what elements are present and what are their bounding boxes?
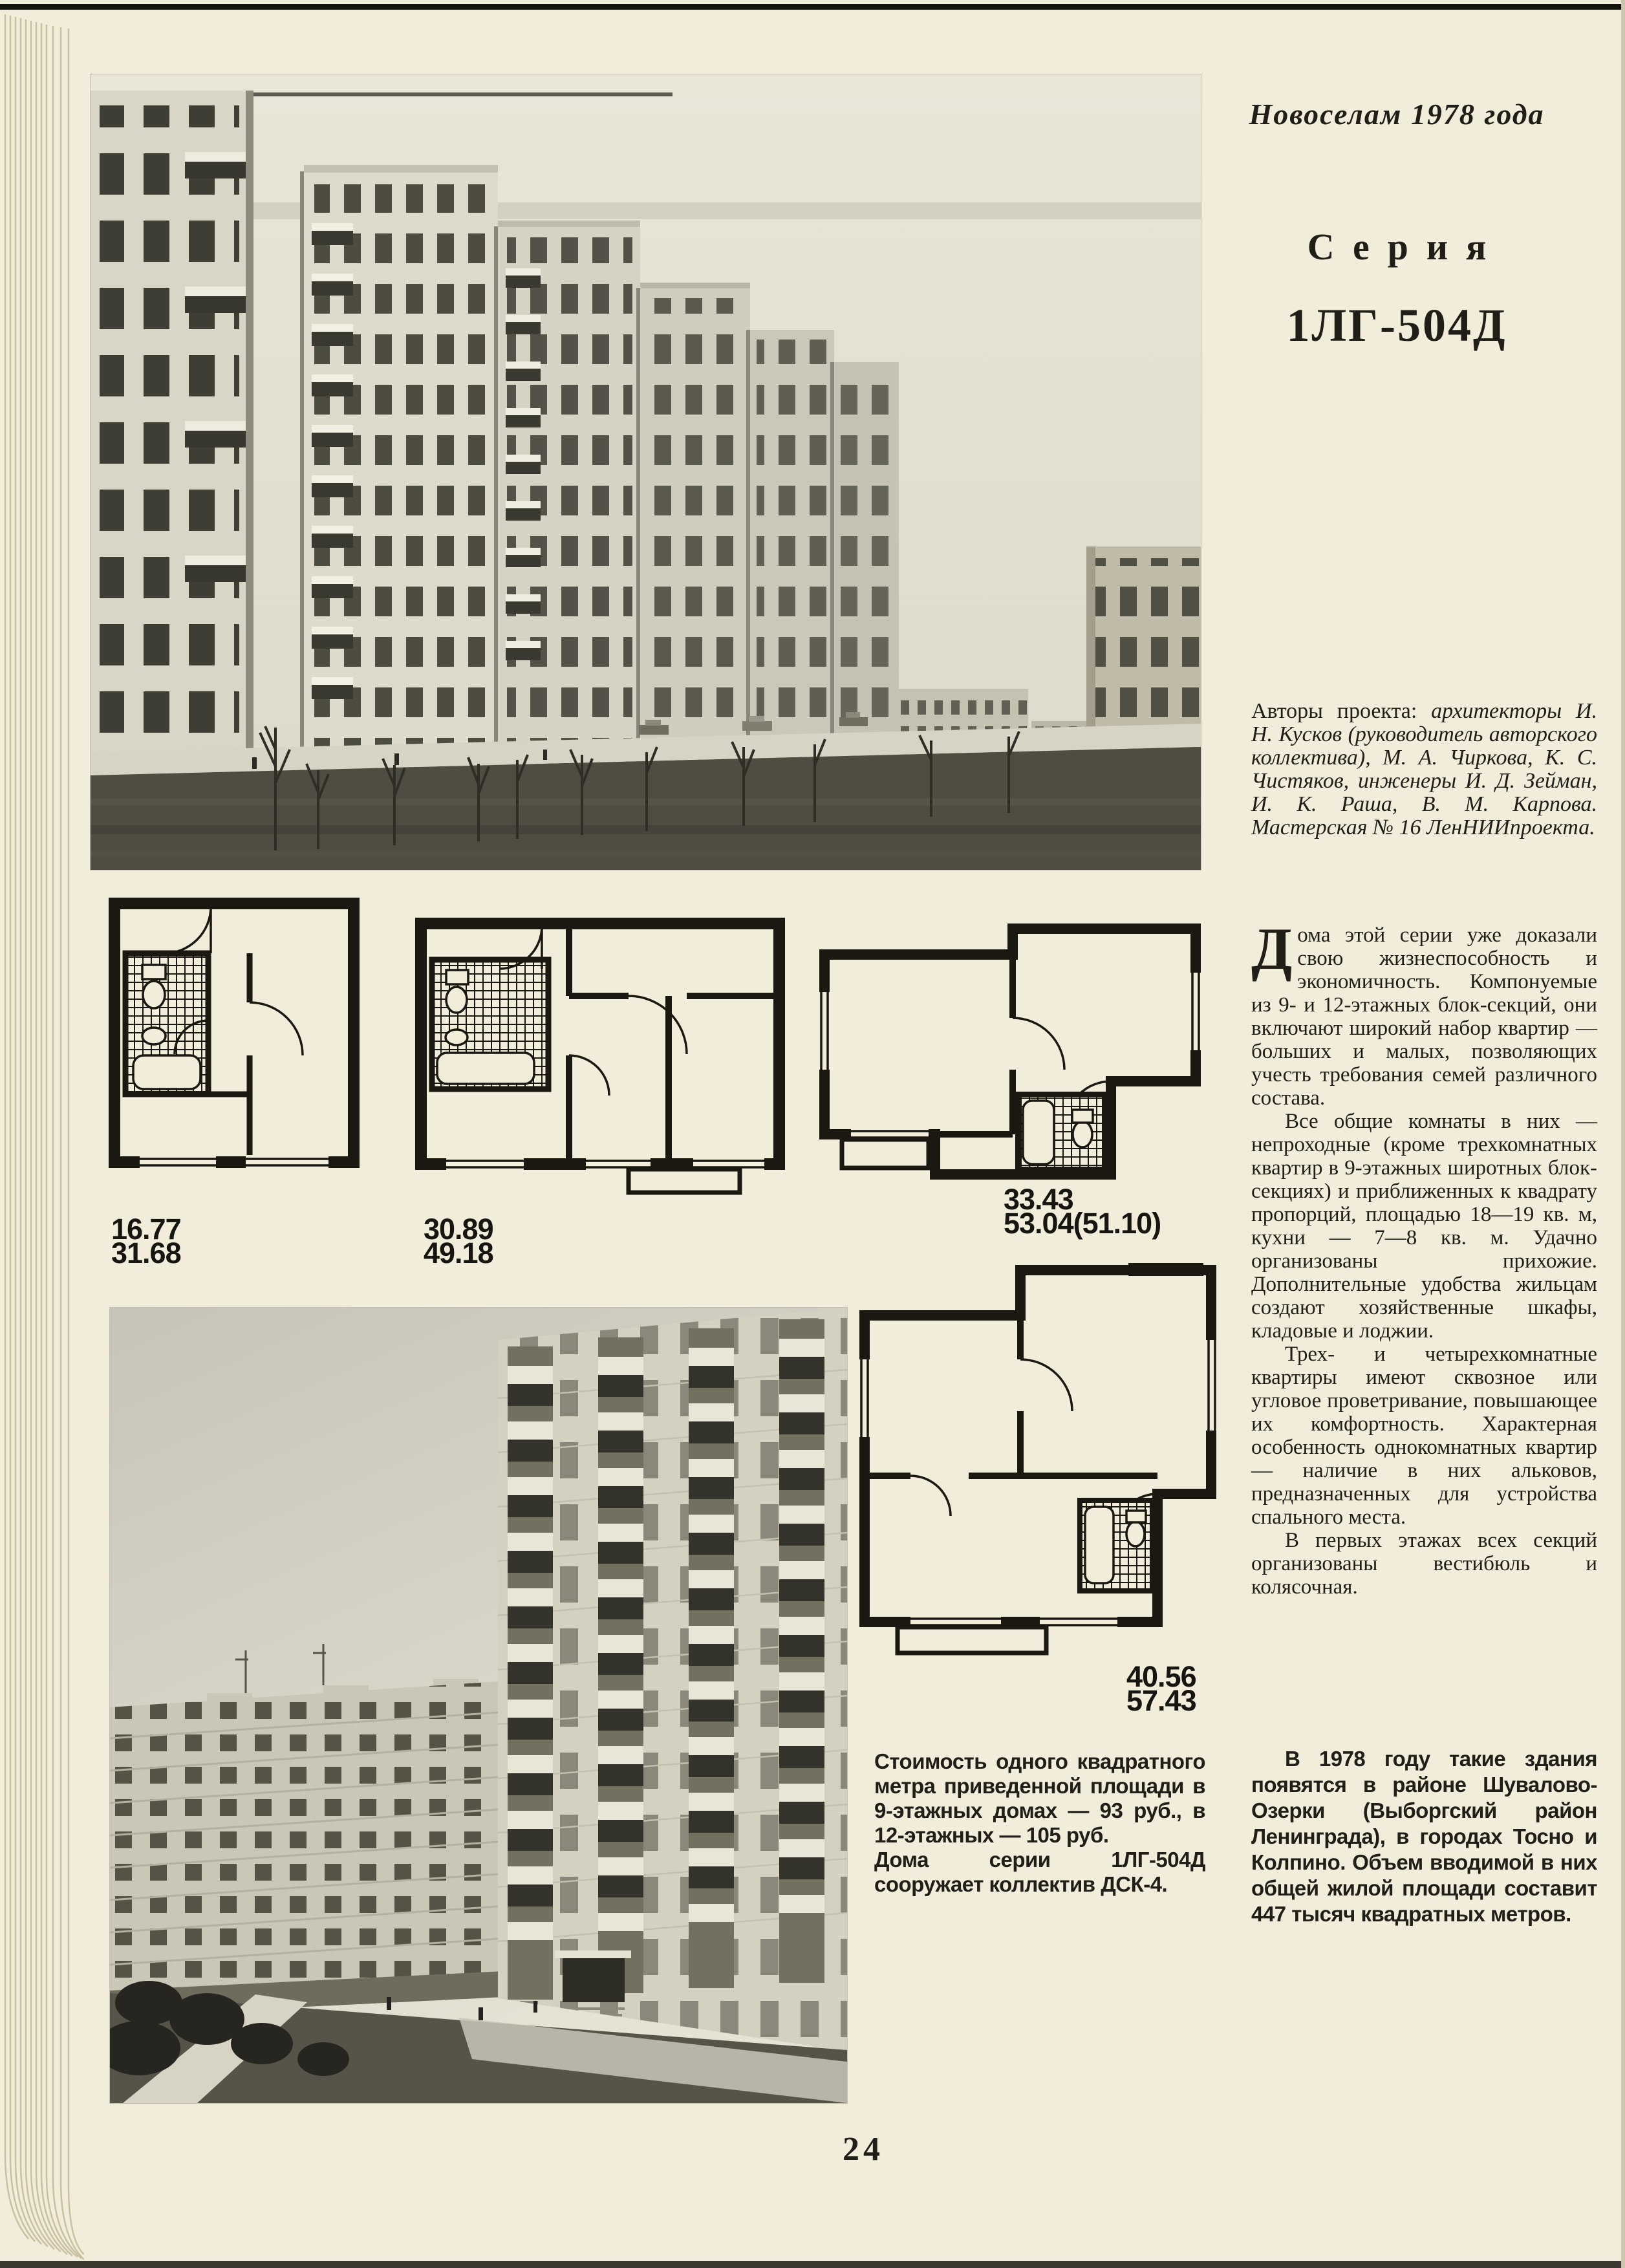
scan-right-edge	[1621, 0, 1625, 2268]
living-area: 33.43	[1004, 1183, 1073, 1216]
article-body	[1251, 916, 1597, 1599]
photo-courtyard-view-buildings	[110, 1308, 847, 2103]
plan-areas-3-room	[1126, 1660, 1196, 1717]
authors-lead: Авторы проекта:	[1251, 699, 1417, 723]
floor-plan-2-room-offset	[819, 921, 1201, 1181]
living-area: 16.77	[111, 1213, 181, 1246]
living-area: 30.89	[424, 1213, 493, 1246]
plan-areas-2-room	[424, 1213, 493, 1269]
scan-top-edge	[0, 4, 1625, 10]
paragraph-1978-plans: В 1978 году такие здания появятся в районе Шувалово-Озерки (Выборгский район Ленинграда), в городах Тосно и Колпино. Объем вводимой в них общей жилой площади составит 447 тысяч квадратных метров.	[1251, 1747, 1597, 1926]
total-area: 49.18	[424, 1237, 493, 1269]
paragraph-4: В первых этажах всех секций организованы вестибюль и колясочная.	[1251, 1529, 1597, 1599]
living-area: 40.56	[1126, 1660, 1196, 1693]
foreground-left-building	[91, 91, 253, 812]
builder-paragraph: Дома серии 1ЛГ-504Д сооружает коллектив ДСК-4.	[874, 1848, 1205, 1896]
cost-note	[874, 1749, 1205, 1897]
cost-paragraph: Стоимость одного квадратного метра приведенной площади в 9-этажных домах — 93 руб., в 12-этажных — 105 руб.	[874, 1749, 1205, 1847]
plan-areas-2-room-offset	[1004, 1183, 1161, 1240]
total-area: 57.43	[1126, 1684, 1196, 1717]
paragraph-3: Трех- и четырехкомнатные квартиры имеют сквозное или угловое проветривание, повышающее их комфортность. Характерная особенность однокомнатных квартир — наличие в них альковов, предназначенных для устройства спального места.	[1251, 1343, 1597, 1529]
photo-street-view-12-storey-buildings	[91, 74, 1201, 870]
paragraph-2: Все общие комнаты в них — непроходные (кроме трехкомнатных квартир в 9-этажных широтных блок-секциях) и приближенных к квадрату пропорций, площадью 18—19 кв. м, кухни — 7—8 кв. м. Удачно организованы прихожие. Дополнительные удобства жильцам создают хозяйственные шкафы, кладовые и лоджии.	[1251, 1110, 1597, 1343]
page-number: 24	[843, 2131, 884, 2168]
floor-plan-1-room	[109, 898, 360, 1168]
book-page-stack	[0, 0, 84, 2268]
right-12-storey-building	[498, 1308, 847, 2051]
scan-bottom-edge	[0, 2261, 1625, 2268]
plan-areas-1-room	[111, 1213, 181, 1269]
floor-plan-2-room	[415, 898, 785, 1196]
series-code: 1ЛГ-504Д	[1286, 299, 1507, 351]
paragraph-1: Дома этой серии уже доказали свою жизнеспособность и экономичность. Компонуемые из 9- и 12-этажных блок-секций, они включают широкий набор квартир — больших и малых, позволяющих учесть требования семей различного состава.	[1251, 916, 1597, 1110]
magazine-section-title: Новоселам 1978 года	[1249, 98, 1545, 131]
drop-cap: Д	[1251, 916, 1293, 982]
total-area: 53.04(51.10)	[1004, 1207, 1161, 1240]
total-area: 31.68	[111, 1237, 181, 1269]
series-word: Серия	[1307, 226, 1505, 268]
authors-names: архитекторы И. Н. Кусков (руководитель авторского коллектива), М. А. Чиркова, К. С. Чистяков, инженеры И. Д. Зейман, И. К. Раша, В. М. Карпова. Мастерская № 16 ЛенНИИпроекта.	[1251, 699, 1597, 839]
floor-plan-3-room	[859, 1262, 1221, 1662]
authors-credit	[1251, 700, 1597, 839]
